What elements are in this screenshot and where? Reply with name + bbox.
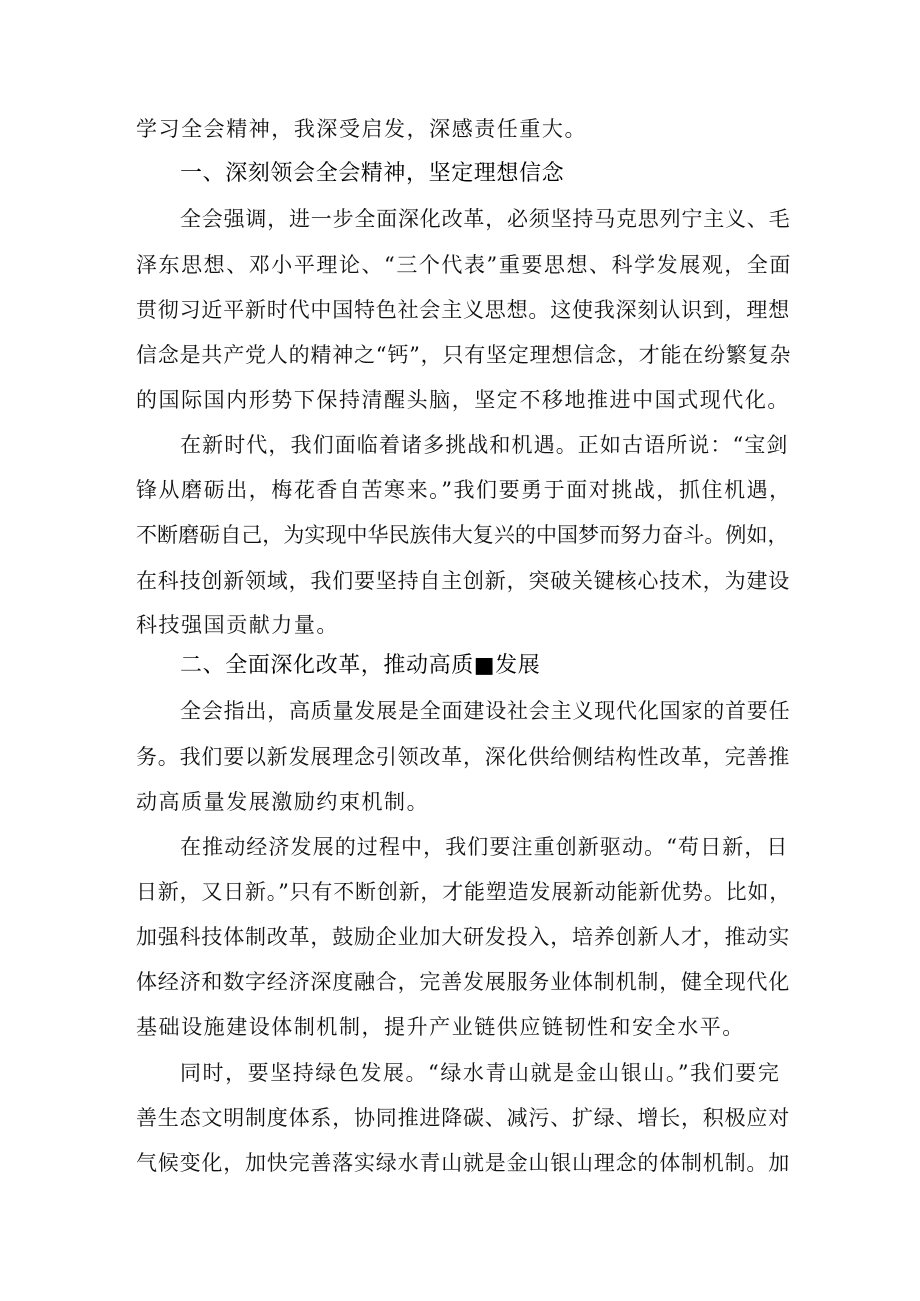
- paragraph-line: 科技强国贡献力量。: [136, 613, 339, 637]
- paragraph-line: 善生态文明制度体系，协同推进降碳、减污、扩绿、增长，积极应对: [136, 1106, 790, 1130]
- paragraph-line: 务。我们要以新发展理念引领改革，深化供给侧结构性改革，完善推: [136, 745, 790, 769]
- paragraph-line: 信念是共产党人的精神之“钙”，只有坚定理想信念，才能在纷繁复杂: [136, 343, 792, 367]
- paragraph-line: 气候变化，加快完善落实绿水青山就是金山银山理念的体制机制。加: [136, 1151, 790, 1175]
- section-2-heading: 二、全面深化改革，推动高质■发展: [180, 653, 541, 678]
- paragraph-line: 同时，要坚持绿色发展。“绿水青山就是金山银山。”我们要完: [180, 1061, 781, 1085]
- paragraph-line: 动高质量发展激励约束机制。: [136, 790, 430, 814]
- section-1-heading: 一、深刻领会全会精神，坚定理想信念: [180, 161, 565, 186]
- paragraph-line: 贯彻习近平新时代中国特色社会主义思想。这使我深刻认识到，理想: [136, 298, 790, 322]
- paragraph-line: 的国际国内形势下保持清醒头脑，坚定不移地推进中国式现代化。: [136, 388, 790, 412]
- paragraph-line: 全会强调，进一步全面深化改革，必须坚持马克思列宁主义、毛: [180, 207, 791, 231]
- paragraph-line: 泽东思想、邓小平理论、“三个代表”重要思想、科学发展观，全面: [136, 253, 792, 277]
- paragraph-line: 在新时代，我们面临着诸多挑战和机遇。正如古语所说：“宝剑: [180, 433, 789, 457]
- intro-line: 学习全会精神，我深受启发，深感责任重大。: [136, 117, 587, 141]
- paragraph-line: 基础设施建设体制机制，提升产业链供应链韧性和安全水平。: [136, 1015, 745, 1039]
- paragraph-line: 全会指出，高质量发展是全面建设社会主义现代化国家的首要任: [180, 699, 791, 723]
- paragraph-line: 加强科技体制改革，鼓励企业加大研发投入，培养创新人才，推动实: [136, 925, 790, 949]
- paragraph-line: 在推动经济发展的过程中，我们要注重创新驱动。“苟日新，日: [180, 835, 789, 859]
- paragraph-line: 日新，又日新。”只有不断创新，才能塑造发展新动能新优势。比如，: [136, 880, 792, 904]
- paragraph-line: 在科技创新领域，我们要坚持自主创新，突破关键核心技术，为建设: [136, 569, 790, 593]
- paragraph-line: 体经济和数字经济深度融合，完善发展服务业体制机制，健全现代化: [136, 970, 790, 994]
- paragraph-line: 不断磨砺自己，为实现中华民族伟大复兴的中国梦而努力奋斗。例如，: [136, 523, 789, 547]
- paragraph-line: 锋从磨砺出，梅花香自苦寒来。”我们要勇于面对挑战，抓住机遇，: [136, 478, 792, 502]
